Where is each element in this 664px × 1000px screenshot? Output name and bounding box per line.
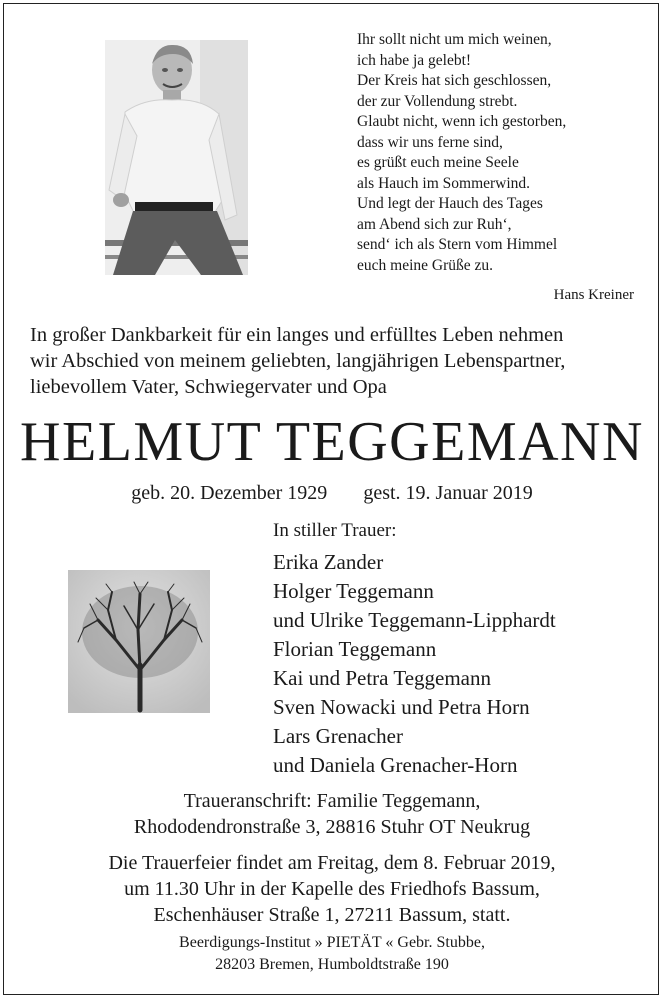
poem-line: euch meine Grüße zu. [357,256,493,274]
ceremony-line: Die Trauerfeier findet am Freitag, dem 8. Februar 2019, [108,852,556,874]
mourner-name: und Ulrike Teggemann-Lipphardt [273,608,556,632]
mourner-name: Kai und Petra Teggemann [273,666,491,690]
deceased-name: HELMUT TEGGEMANN [20,411,644,473]
poem-line: Ihr sollt nicht um mich weinen, [357,31,552,48]
poem-line: es grüßt euch meine Seele [357,154,519,171]
poem-line: ich habe ja gelebt! [357,51,472,69]
mourner-name: Holger Teggemann [273,579,434,603]
mourning-heading: In stiller Trauer: [273,520,397,541]
poem-line: als Hauch im Sommerwind. [357,174,531,192]
mourner-name: Sven Nowacki und Petra Horn [273,695,530,719]
poem-line: dass wir uns ferne sind, [357,133,503,151]
tree-image [68,570,210,713]
mourners-list [273,548,556,780]
poem-line: Der Kreis hat sich geschlossen, [357,72,552,89]
undertaker-line: 28203 Bremen, Humboldtstraße 190 [215,956,449,973]
poem-line: send‘ ich als Stern vom Himmel [357,236,558,253]
birth-date: geb. 20. Dezember 1929 [131,482,328,504]
undertaker-line: Beerdigungs-Institut » PIETÄT « Gebr. Stubbe, [179,934,485,951]
intro-text [30,322,650,400]
life-dates [0,482,664,505]
intro-line: In großer Dankbarkeit für ein langes und erfülltes Leben nehmen [30,324,564,346]
poem-line: Und legt der Hauch des Tages [357,195,543,212]
ceremony-line: Eschenhäuser Straße 1, 27211 Bassum, statt. [153,904,511,926]
poem-line: am Abend sich zur Ruh‘, [357,215,512,233]
intro-line: wir Abschied von meinem geliebten, langjährigen Lebenspartner, [30,350,566,372]
address-line: Traueranschrift: Familie Teggemann, [183,790,481,812]
death-date: gest. 19. Januar 2019 [363,482,533,504]
address-line: Rhododendronstraße 3, 28816 Stuhr OT Neukrug [133,816,531,838]
mourning-address [0,788,664,840]
mourner-name: Florian Teggemann [273,637,437,661]
portrait-photo [105,40,248,275]
undertaker-info [0,932,664,976]
ceremony-info [0,850,664,928]
poem-line: der zur Vollendung strebt. [357,92,518,110]
mourner-name: Lars Grenacher [273,724,403,748]
poem-line: Glaubt nicht, wenn ich gestorben, [357,113,567,130]
poem-author: Hans Kreiner [553,287,634,303]
mourner-name: und Daniela Grenacher-Horn [273,753,518,777]
intro-line: liebevollem Vater, Schwiegervater und Opa [30,376,387,398]
mourner-name: Erika Zander [273,550,384,574]
ceremony-line: um 11.30 Uhr in der Kapelle des Friedhofs Bassum, [124,878,540,900]
poem [357,30,637,276]
